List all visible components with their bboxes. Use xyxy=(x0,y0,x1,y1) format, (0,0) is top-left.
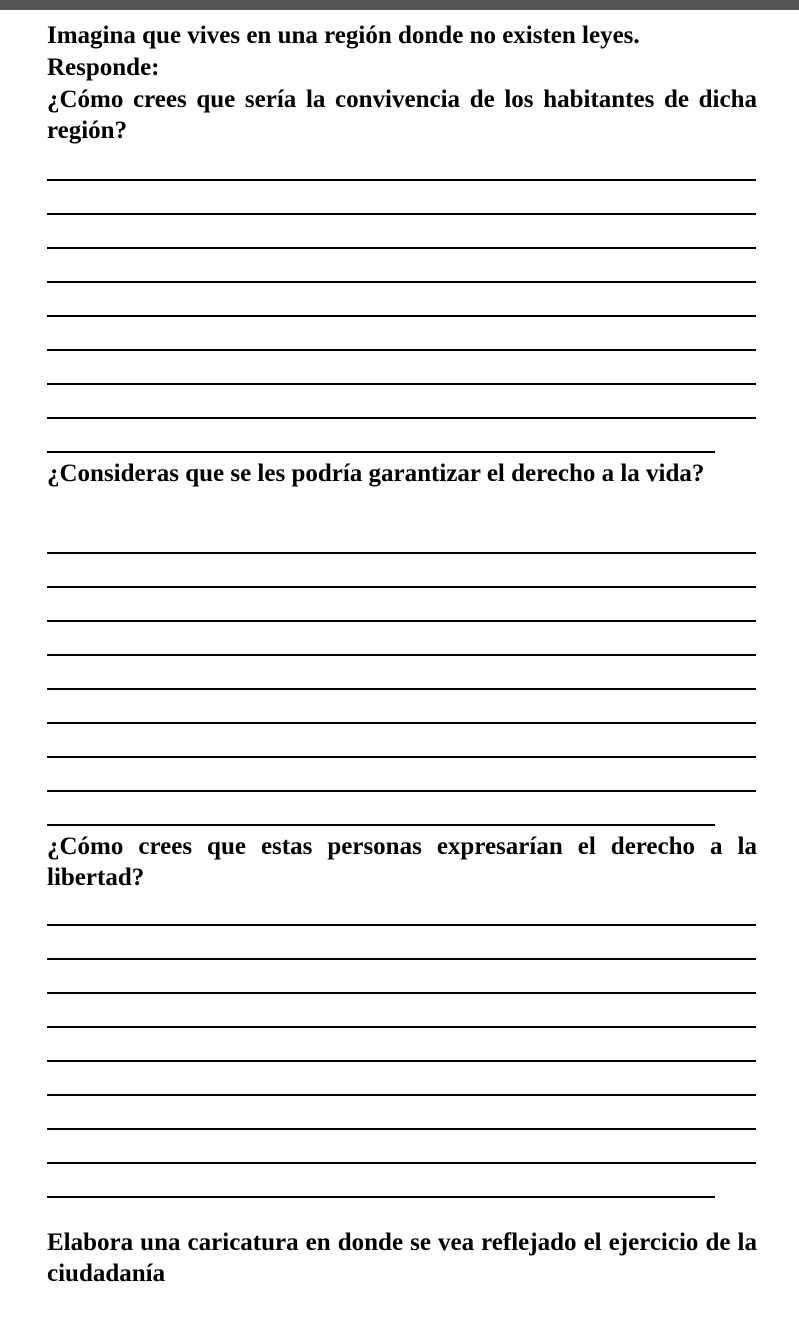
answer-line[interactable] xyxy=(47,417,756,419)
answer-line[interactable] xyxy=(47,315,756,317)
answer-line[interactable] xyxy=(47,552,756,554)
final-task-text: Elabora una caricatura en donde se vea reflejado el ejercicio de la ciudadanía xyxy=(47,1229,757,1287)
answer-line[interactable] xyxy=(47,654,756,656)
answer-line[interactable] xyxy=(47,451,715,453)
answer-line[interactable] xyxy=(47,688,756,690)
answer-line[interactable] xyxy=(47,790,756,792)
answer-line[interactable] xyxy=(47,281,756,283)
question-2-text: ¿Consideras que se les podría garantizar el derecho a la vida? xyxy=(47,460,705,487)
instruction-text: Responde: xyxy=(47,54,160,81)
question-3-text: ¿Cómo crees que estas personas expresarían el derecho a la libertad? xyxy=(47,833,757,891)
answer-line[interactable] xyxy=(47,1060,756,1062)
answer-line[interactable] xyxy=(47,586,756,588)
intro-text: Imagina que vives en una región donde no existen leyes. xyxy=(47,22,640,49)
answer-line[interactable] xyxy=(47,992,756,994)
answer-line[interactable] xyxy=(47,1094,756,1096)
answer-line[interactable] xyxy=(47,1026,756,1028)
answer-line[interactable] xyxy=(47,213,756,215)
answer-line[interactable] xyxy=(47,1128,756,1130)
answer-line[interactable] xyxy=(47,958,756,960)
answer-line[interactable] xyxy=(47,247,756,249)
answer-line[interactable] xyxy=(47,349,756,351)
answer-line[interactable] xyxy=(47,620,756,622)
answer-line[interactable] xyxy=(47,1196,715,1198)
answer-line[interactable] xyxy=(47,383,756,385)
answer-line[interactable] xyxy=(47,722,756,724)
worksheet-page xyxy=(0,10,799,1344)
answer-line[interactable] xyxy=(47,1162,756,1164)
question-1-text: ¿Cómo crees que sería la convivencia de los habitantes de dicha región? xyxy=(47,86,757,144)
answer-line[interactable] xyxy=(47,924,756,926)
top-edge-bar xyxy=(0,0,799,10)
answer-line[interactable] xyxy=(47,756,756,758)
answer-line[interactable] xyxy=(47,179,756,181)
answer-line[interactable] xyxy=(47,824,715,826)
